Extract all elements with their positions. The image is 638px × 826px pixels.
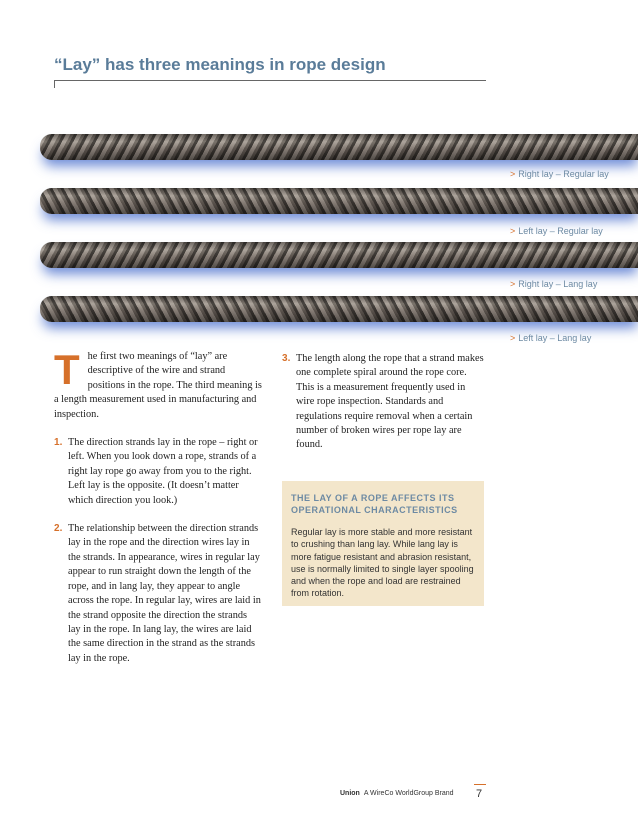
rope-label-left-regular: > Left lay – Regular lay [510,226,603,236]
brand-tagline: A WireCo WorldGroup Brand [363,790,454,797]
callout-box [282,481,484,606]
title-divider-tick [54,80,55,88]
list-item [54,522,262,666]
left-column [54,346,262,680]
rope-image-left-lang [40,296,638,322]
rope-label-right-lang: > Right lay – Lang lay [510,279,598,289]
drop-cap: T [54,346,80,393]
rope-image-right-lang [40,242,638,268]
list-number: 2 . [54,522,62,536]
right-column [282,352,486,467]
list-number: 3 . [282,352,290,366]
callout-title: THE LAY OF A ROPE AFFECTS ITS OPERATIONAL CHARACTERISTICS [291,493,458,515]
chevron-right-icon: > [510,226,516,236]
intro-paragraph: The first two meanings of “lay” are descriptive of the wire and strand positions in the rope. The third meaning is a length measurement used in manufacturing and inspection. [54,346,262,420]
rope-image-left-regular [40,188,638,214]
rope-label-left-lang: > Left lay – Lang lay [510,333,592,343]
list-item-text: The length along the rope that a strand makes one complete spiral around the rope core. This is a measurement frequently used in wire rope inspection. Standards and regulations require removal when a certain number of broken wires per rope lay are found. [296,353,484,451]
list-number: 1 . [54,436,62,450]
chevron-right-icon: > [510,279,516,289]
list-item-text: The relationship between the direction strands lay in the rope and the direction wires lay in the strands. In appearance, wires in regular lay appear to run straight down the length of the rope, and in lang lay, they appear to angle across the rope. In regular lay, wires are laid in the strand opposite the direction the strands lay in the rope. In lang lay, the wires are laid the same direction in the strand as the strands lay in the rope. [68,523,261,664]
page-title: “Lay” has three meanings in rope design [54,55,386,74]
chevron-right-icon: > [510,333,516,343]
chevron-right-icon: > [510,169,516,179]
callout-body: Regular lay is more stable and more resistant to crushing than lang lay. While lang lay is more fatigue resistant and abrasion resistant, use is normally limited to single layer spooling and when the rope and load are restrained from rotation. [291,527,474,599]
list-item [282,352,486,453]
list-item [54,436,262,508]
footer [340,790,454,797]
rope-image-right-regular [40,134,638,160]
footer-divider [474,784,486,785]
page-number: 7 [476,788,483,800]
list-item-text: The direction strands lay in the rope – right or left. When you look down a rope, strands of a right lay rope go away from you to the right. Left lay is the opposite. (It doesn’t matter which direction you look.) [68,437,258,506]
rope-label-right-regular: > Right lay – Regular lay [510,169,609,179]
brand-name: Union [340,790,360,797]
title-divider [54,80,486,81]
